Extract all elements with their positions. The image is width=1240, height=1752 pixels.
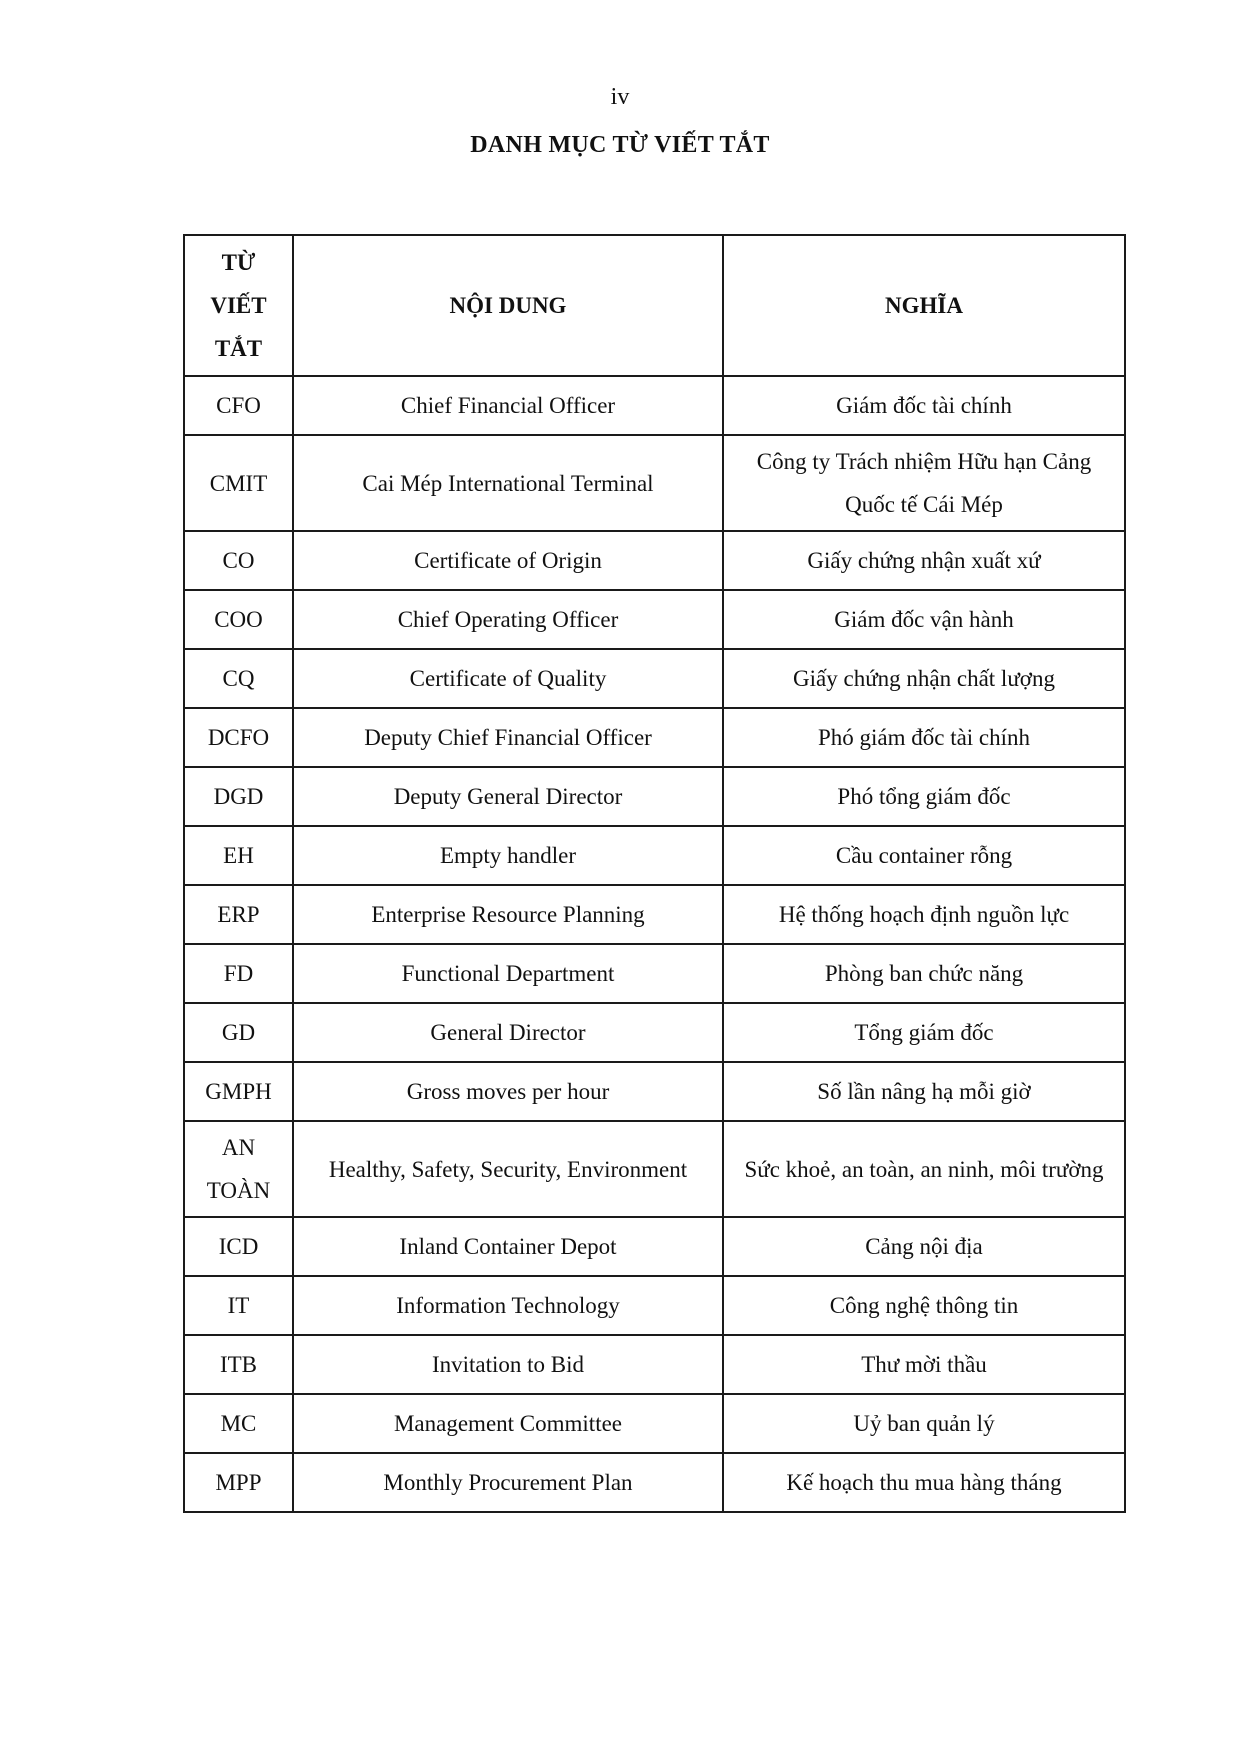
meaning-cell: Số lần nâng hạ mỗi giờ: [723, 1062, 1125, 1121]
content-cell: Invitation to Bid: [293, 1335, 723, 1394]
table-body: [184, 376, 1125, 1512]
table-row: [184, 531, 1125, 590]
table-row: [184, 944, 1125, 1003]
meaning-cell: Giấy chứng nhận xuất xứ: [723, 531, 1125, 590]
table-row: [184, 1062, 1125, 1121]
meaning-cell: Phó tổng giám đốc: [723, 767, 1125, 826]
table-row: [184, 1276, 1125, 1335]
abbr-cell: DCFO: [184, 708, 293, 767]
abbr-cell: EH: [184, 826, 293, 885]
abbr-cell: GD: [184, 1003, 293, 1062]
content-cell: Deputy Chief Financial Officer: [293, 708, 723, 767]
abbreviation-table: [183, 234, 1126, 1513]
meaning-cell: Cầu container rỗng: [723, 826, 1125, 885]
meaning-cell: Thư mời thầu: [723, 1335, 1125, 1394]
abbr-cell: CMIT: [184, 435, 293, 531]
content-cell: Empty handler: [293, 826, 723, 885]
meaning-cell: Giám đốc vận hành: [723, 590, 1125, 649]
table-row: [184, 649, 1125, 708]
content-cell: Enterprise Resource Planning: [293, 885, 723, 944]
abbr-cell: MPP: [184, 1453, 293, 1512]
table-row: [184, 708, 1125, 767]
content-cell: Monthly Procurement Plan: [293, 1453, 723, 1512]
meaning-cell: Tổng giám đốc: [723, 1003, 1125, 1062]
meaning-cell: Kế hoạch thu mua hàng tháng: [723, 1453, 1125, 1512]
table-row: [184, 826, 1125, 885]
abbr-cell: COO: [184, 590, 293, 649]
abbr-cell: CFO: [184, 376, 293, 435]
meaning-cell: Phó giám đốc tài chính: [723, 708, 1125, 767]
header-abbreviation: TỪ VIẾT TẮT: [184, 235, 293, 376]
table-row: [184, 435, 1125, 531]
page-number: iv: [610, 84, 630, 110]
abbr-cell: ICD: [184, 1217, 293, 1276]
abbr-cell: FD: [184, 944, 293, 1003]
meaning-cell: Phòng ban chức năng: [723, 944, 1125, 1003]
content-cell: Certificate of Origin: [293, 531, 723, 590]
header-meaning: NGHĨA: [723, 235, 1125, 376]
content-cell: Information Technology: [293, 1276, 723, 1335]
abbr-cell: ERP: [184, 885, 293, 944]
meaning-cell: Công nghệ thông tin: [723, 1276, 1125, 1335]
table-row: [184, 1335, 1125, 1394]
page-title: DANH MỤC TỪ VIẾT TẮT: [470, 132, 770, 158]
content-cell: Inland Container Depot: [293, 1217, 723, 1276]
content-cell: Functional Department: [293, 944, 723, 1003]
meaning-cell: Công ty Trách nhiệm Hữu hạn Cảng Quốc tế Cái Mép: [723, 435, 1125, 531]
abbr-cell: GMPH: [184, 1062, 293, 1121]
content-cell: Deputy General Director: [293, 767, 723, 826]
meaning-cell: Giấy chứng nhận chất lượng: [723, 649, 1125, 708]
content-cell: Chief Financial Officer: [293, 376, 723, 435]
content-cell: Management Committee: [293, 1394, 723, 1453]
table-row: [184, 885, 1125, 944]
abbr-cell: IT: [184, 1276, 293, 1335]
abbr-cell: AN TOÀN: [184, 1121, 293, 1217]
header-content: NỘI DUNG: [293, 235, 723, 376]
abbr-cell: CQ: [184, 649, 293, 708]
table-row: [184, 767, 1125, 826]
meaning-cell: Giám đốc tài chính: [723, 376, 1125, 435]
meaning-cell: Hệ thống hoạch định nguồn lực: [723, 885, 1125, 944]
table-row: [184, 376, 1125, 435]
table-row: [184, 1121, 1125, 1217]
meaning-cell: Uỷ ban quản lý: [723, 1394, 1125, 1453]
abbr-cell: MC: [184, 1394, 293, 1453]
meaning-cell: Cảng nội địa: [723, 1217, 1125, 1276]
content-cell: Gross moves per hour: [293, 1062, 723, 1121]
table-row: [184, 1394, 1125, 1453]
content-cell: Certificate of Quality: [293, 649, 723, 708]
abbr-cell: CO: [184, 531, 293, 590]
content-cell: Cai Mép International Terminal: [293, 435, 723, 531]
table-row: [184, 1453, 1125, 1512]
table-row: [184, 590, 1125, 649]
table-row: [184, 1003, 1125, 1062]
content-cell: General Director: [293, 1003, 723, 1062]
abbr-cell: ITB: [184, 1335, 293, 1394]
abbr-cell: DGD: [184, 767, 293, 826]
meaning-cell: Sức khoẻ, an toàn, an ninh, môi trường: [723, 1121, 1125, 1217]
content-cell: Chief Operating Officer: [293, 590, 723, 649]
content-cell: Healthy, Safety, Security, Environment: [293, 1121, 723, 1217]
table-row: [184, 1217, 1125, 1276]
table-header-row: [184, 235, 1125, 376]
